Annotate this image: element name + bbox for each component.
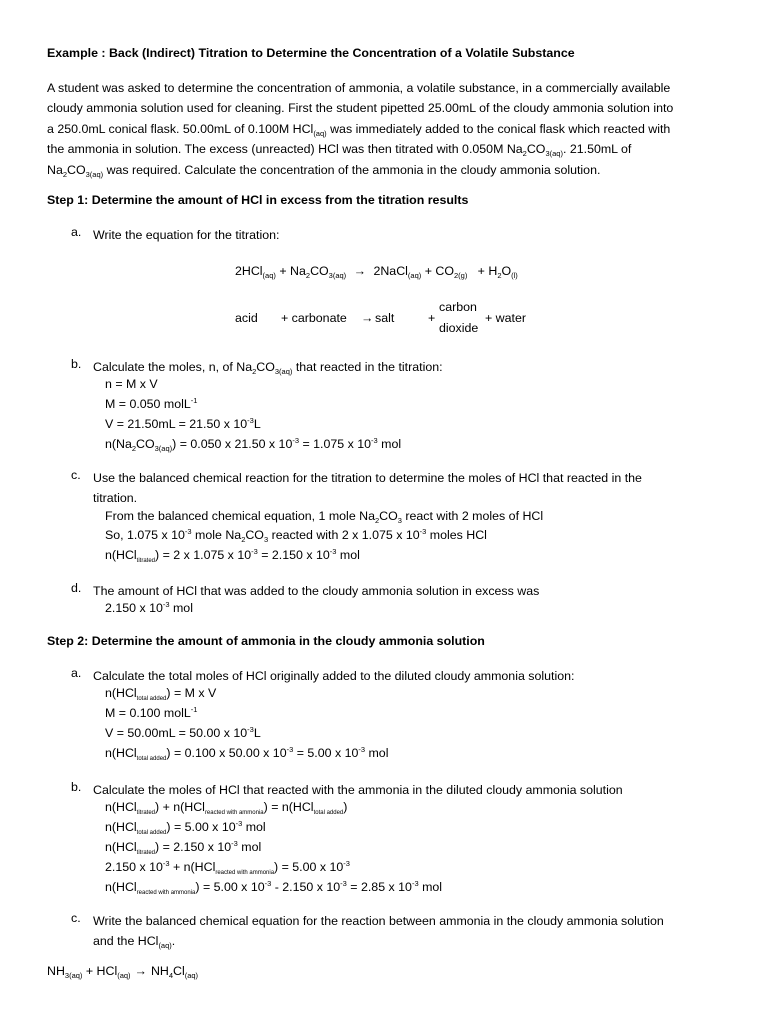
text: Calculate the moles, n, of Na xyxy=(93,360,253,374)
word-acid: acid xyxy=(235,311,258,325)
item-text xyxy=(93,357,733,377)
text: + HCl xyxy=(82,964,118,978)
superscript: -3 xyxy=(184,527,192,536)
text: n(HCl xyxy=(105,800,137,814)
text: - 2.150 x 10 xyxy=(271,880,341,894)
subscript: 2 xyxy=(375,516,380,525)
item-letter: a. xyxy=(71,666,82,680)
calc-line xyxy=(105,528,487,542)
titration-equation xyxy=(235,264,518,278)
text: mol xyxy=(365,746,389,760)
text: was required. Calculate the concentration of the ammonia in the cloudy ammonia solution. xyxy=(103,162,601,177)
subscript: 3 xyxy=(328,271,333,280)
text: O xyxy=(501,264,512,278)
calc-line xyxy=(105,746,388,760)
text: mol xyxy=(169,601,193,615)
calc-line xyxy=(105,840,261,854)
item-letter: d. xyxy=(71,581,82,595)
intro-line xyxy=(47,119,735,139)
subscript: (aq) xyxy=(332,271,347,280)
text: M = 0.050 molL xyxy=(105,397,191,411)
word-carbon: carbon xyxy=(439,300,477,314)
subscript: 3 xyxy=(85,169,90,179)
subscript: titrated xyxy=(136,850,156,856)
reaction-arrow-icon: → xyxy=(134,964,147,978)
item-text: The amount of HCl that was added to the cloudy ammonia solution in excess was xyxy=(93,584,540,598)
text: + xyxy=(279,264,287,278)
text: was immediately added to the conical flask which reacted with xyxy=(326,121,671,136)
text: 2.150 x 10 xyxy=(105,860,163,874)
reaction-arrow-icon: → xyxy=(353,264,367,278)
calc-line xyxy=(105,726,261,740)
item-letter: c. xyxy=(71,911,81,925)
text: reacted with 2 x 1.075 x 10 xyxy=(268,528,420,542)
superscript: -3 xyxy=(247,416,254,425)
subscript: (aq) xyxy=(549,149,563,159)
text: Na xyxy=(47,162,63,177)
subscript: total added xyxy=(136,756,167,762)
superscript: -3 xyxy=(358,745,366,754)
text: ) = M x V xyxy=(166,686,217,700)
text: ) = 5.00 x 10 xyxy=(166,820,236,834)
text: + xyxy=(477,264,485,278)
text: moles HCl xyxy=(426,528,487,542)
superscript: -3 xyxy=(235,819,243,828)
text: n(HCl xyxy=(105,820,137,834)
intro-line xyxy=(47,98,735,118)
subscript: 2 xyxy=(454,271,459,280)
superscript: -1 xyxy=(190,705,198,714)
superscript: -3 xyxy=(264,879,272,888)
text: M = 0.100 molL xyxy=(105,706,191,720)
subscript: 3 xyxy=(64,971,70,980)
subscript: titrated xyxy=(136,810,156,816)
word-salt: salt xyxy=(375,311,395,325)
text: = 5.00 x 10 xyxy=(293,746,359,760)
text: ) = 2 x 1.075 x 10 xyxy=(155,548,252,562)
subscript: (aq) xyxy=(407,271,422,280)
text: and the HCl xyxy=(93,934,159,949)
superscript: -3 xyxy=(371,436,378,445)
item-text: Write the equation for the titration: xyxy=(93,228,280,242)
subscript: (aq) xyxy=(69,971,83,980)
subscript: 3 xyxy=(263,535,269,544)
step-2-heading: Step 2: Determine the amount of ammonia in the cloudy ammonia solution xyxy=(47,634,485,648)
text: ) = 0.050 x 21.50 x 10 xyxy=(172,437,293,451)
calc-line xyxy=(105,548,360,562)
text: n(HCl xyxy=(105,880,137,894)
text: ) = 5.00 x 10 xyxy=(195,880,265,894)
text: CO xyxy=(379,509,398,523)
subscript: (g) xyxy=(458,271,468,280)
item-letter: a. xyxy=(71,225,82,239)
calc-line xyxy=(105,820,266,834)
calc-line: n = M x V xyxy=(105,377,158,391)
text: n(HCl xyxy=(105,686,137,700)
text: A student was asked to determine the concentration of ammonia, a volatile substance, in a commercially available xyxy=(47,81,671,95)
intro-line xyxy=(47,160,735,180)
text: CO xyxy=(245,528,264,542)
subscript: (aq) xyxy=(184,971,199,980)
subscript: 2 xyxy=(522,149,527,159)
text: react with 2 moles of HCl xyxy=(401,509,544,523)
text: CO xyxy=(136,437,155,451)
subscript: 2 xyxy=(497,271,502,280)
text: ) = 2.150 x 10 xyxy=(155,840,232,854)
subscript: 4 xyxy=(168,971,174,980)
superscript: -1 xyxy=(190,396,198,405)
subscript: (l) xyxy=(511,271,518,280)
calc-line xyxy=(105,417,261,431)
text: the ammonia in solution. The excess (unreacted) HCl was then titrated with 0.050M Na xyxy=(47,142,523,157)
calc-line xyxy=(105,860,350,874)
text: cloudy ammonia solution used for cleaning. First the student pipetted 25.00mL of the cloudy ammonia solution into xyxy=(47,101,674,116)
text: Cl xyxy=(173,964,185,978)
text: 2.150 x 10 xyxy=(105,601,163,615)
subscript: reacted with ammonia xyxy=(136,890,196,896)
reaction-arrow-icon: → xyxy=(361,311,374,325)
text: n(HCl xyxy=(105,746,137,760)
subscript: 2 xyxy=(305,271,311,280)
text: CO xyxy=(256,360,275,374)
subscript: 2 xyxy=(62,169,68,179)
item-text: Calculate the total moles of HCl originally added to the diluted cloudy ammonia solution: xyxy=(93,669,575,683)
problem-statement xyxy=(47,78,735,180)
text: n(HCl xyxy=(105,840,137,854)
item-text: Calculate the moles of HCl that reacted with the ammonia in the diluted cloudy ammonia solution xyxy=(93,783,623,797)
superscript: -3 xyxy=(340,879,347,888)
text: n(Na xyxy=(105,437,132,451)
text: = 1.075 x 10 xyxy=(299,437,372,451)
item-letter: c. xyxy=(71,468,81,482)
subscript: 2 xyxy=(252,367,257,376)
subscript: 2 xyxy=(131,444,137,453)
text: mole Na xyxy=(191,528,242,542)
item-text xyxy=(93,911,733,952)
superscript: -3 xyxy=(292,436,300,445)
superscript: -3 xyxy=(329,547,337,556)
calc-line xyxy=(105,706,197,720)
calc-line xyxy=(105,686,216,700)
item-letter: b. xyxy=(71,780,82,794)
superscript: -3 xyxy=(286,745,294,754)
step-1-heading: Step 1: Determine the amount of HCl in excess from the titration results xyxy=(47,193,469,207)
text: mol xyxy=(237,840,262,854)
superscript: -3 xyxy=(343,859,350,868)
subscript: total added xyxy=(136,696,167,702)
text: ) = 0.100 x 50.00 x 10 xyxy=(166,746,287,760)
calc-line xyxy=(105,397,197,411)
word-carbonate: + carbonate xyxy=(281,311,347,325)
text: From the balanced chemical equation, 1 mole Na xyxy=(105,509,375,523)
subscript: (aq) xyxy=(158,444,173,453)
text: a 250.0mL conical flask. 50.00mL of 0.100M HCl xyxy=(47,121,314,136)
subscript: reacted with ammonia xyxy=(215,870,275,876)
word-dioxide: dioxide xyxy=(439,321,479,335)
text: Na xyxy=(290,264,306,278)
text: NH xyxy=(47,964,65,978)
subscript: titrated xyxy=(136,558,156,564)
subscript: (aq) xyxy=(117,971,131,980)
calc-line xyxy=(105,437,401,451)
subscript: (aq) xyxy=(313,128,327,138)
subscript: (aq) xyxy=(279,367,293,376)
text: + xyxy=(428,311,436,325)
text: H xyxy=(488,264,498,278)
ammonia-equation xyxy=(47,964,198,978)
text: So, 1.075 x 10 xyxy=(105,528,185,542)
text: CO xyxy=(310,264,329,278)
text: that reacted in the titration: xyxy=(292,360,443,374)
text: CO xyxy=(526,142,546,157)
subscript: 3 xyxy=(397,516,402,525)
text: . xyxy=(171,934,176,949)
text: Write the balanced chemical equation for the reaction between ammonia in the cloudy ammonia solution xyxy=(93,914,664,928)
subscript: 2 xyxy=(241,535,246,544)
text: L xyxy=(253,726,261,740)
superscript: -3 xyxy=(162,859,170,868)
superscript: -3 xyxy=(231,839,238,848)
text: 2NaCl xyxy=(373,264,408,278)
calc-line xyxy=(105,800,347,814)
subscript: 3 xyxy=(545,149,550,159)
text: ) + n(HCl xyxy=(155,800,205,814)
text: CO xyxy=(67,162,86,177)
intro-line xyxy=(47,78,735,98)
text: mol xyxy=(242,820,266,834)
text: V = 50.00mL = 50.00 x 10 xyxy=(105,726,248,740)
subscript: total added xyxy=(136,830,167,836)
text: V = 21.50mL = 21.50 x 10 xyxy=(105,417,248,431)
subscript: (aq) xyxy=(262,271,276,280)
superscript: -3 xyxy=(411,879,419,888)
text: CO xyxy=(435,264,454,278)
text: + xyxy=(424,264,432,278)
calc-line xyxy=(105,601,193,615)
text: L xyxy=(253,417,261,431)
text: Use the balanced chemical reaction for the titration to determine the moles of HCl that reacted in the xyxy=(93,471,642,485)
text: 2HCl xyxy=(235,264,263,278)
item-letter: b. xyxy=(71,357,82,371)
superscript: -3 xyxy=(419,527,427,536)
superscript: -3 xyxy=(251,547,258,556)
subscript: total added xyxy=(313,810,344,816)
text: mol xyxy=(336,548,360,562)
text: NH xyxy=(150,964,169,978)
text: . 21.50mL of xyxy=(562,142,632,157)
superscript: -3 xyxy=(162,600,170,609)
subscript: 3 xyxy=(154,444,159,453)
text: n(HCl xyxy=(105,548,137,562)
text: ) xyxy=(343,800,348,814)
text: ) = 5.00 x 10 xyxy=(274,860,344,874)
subscript: reacted with ammonia xyxy=(204,810,264,816)
superscript: -3 xyxy=(247,725,254,734)
calc-line xyxy=(105,509,543,523)
text: mol xyxy=(377,437,402,451)
calc-line xyxy=(105,880,442,894)
page-title: Example : Back (Indirect) Titration to Determine the Concentration of a Volatile Substance xyxy=(47,46,575,60)
word-water: + water xyxy=(485,311,526,325)
text: = 2.85 x 10 xyxy=(346,880,412,894)
intro-line xyxy=(47,139,735,159)
text: ) = n(HCl xyxy=(263,800,314,814)
text: + n(HCl xyxy=(169,860,216,874)
text: = 2.150 x 10 xyxy=(257,548,330,562)
subscript: (aq) xyxy=(158,941,172,951)
subscript: 3 xyxy=(274,367,280,376)
text: mol xyxy=(418,880,443,894)
text: titration. xyxy=(93,491,138,506)
item-text xyxy=(93,468,733,509)
subscript: (aq) xyxy=(89,169,104,179)
